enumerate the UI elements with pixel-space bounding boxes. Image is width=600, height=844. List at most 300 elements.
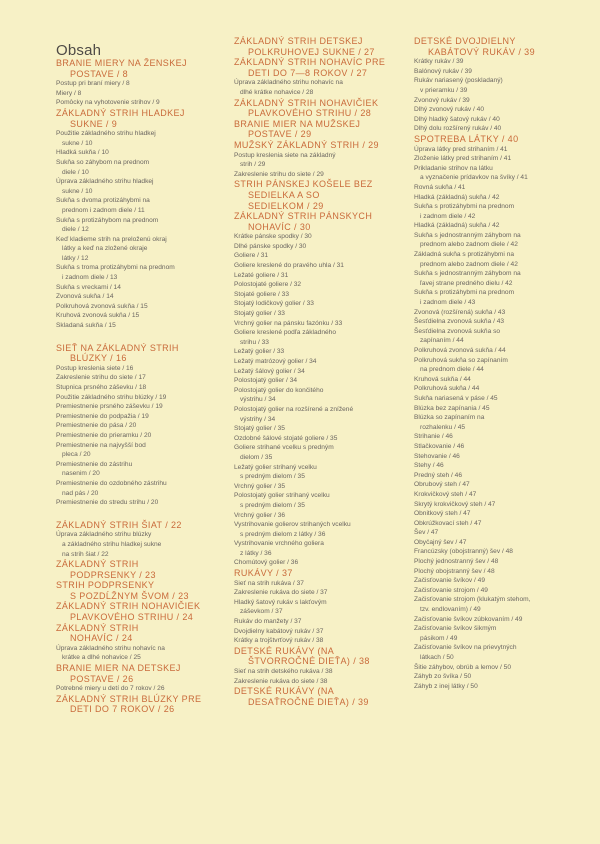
toc-line: Rukáv nariasený (poskladaný) (414, 77, 503, 85)
toc-line: Sukňa nariasená v páse / 45 (414, 394, 498, 402)
toc-line: POSTAVE / 29 (248, 129, 312, 140)
toc-entry (414, 124, 584, 134)
toc-entry (56, 302, 224, 312)
toc-line: PODPRSENKY / 23 (70, 569, 156, 580)
toc-line: krátke a dlhé nohavice / 25 (62, 654, 141, 662)
toc-line: ZÁKLADNÝ STRIH (56, 622, 139, 633)
toc-entry (56, 479, 224, 498)
toc-entry (56, 441, 224, 460)
toc-line: Strihanie / 46 (414, 433, 453, 441)
toc-section-heading (234, 179, 410, 211)
toc-entry (56, 158, 224, 177)
toc-entry (414, 384, 584, 394)
toc-line: SUKNE / 9 (70, 118, 118, 129)
toc-entry (414, 375, 584, 385)
toc-line: Sukňa so záhybom na prednom (56, 158, 150, 166)
toc-line: Polkruhová zvonová sukňa / 15 (56, 302, 148, 310)
toc-line: POLKRUHOVEJ SUKNE / 27 (248, 46, 375, 57)
toc-entry (234, 677, 410, 687)
toc-entry (56, 196, 224, 215)
toc-line: na strih šiat / 22 (62, 550, 109, 558)
toc-entry (234, 328, 410, 347)
toc-line: látky / 12 (62, 254, 89, 262)
toc-line: Sukňa s protizáhybom na prednom (56, 216, 159, 224)
toc-entry (56, 216, 224, 235)
toc-line: Stupnica prsného záševku / 18 (56, 384, 147, 391)
toc-entry (414, 490, 584, 500)
toc-entry (56, 235, 224, 264)
toc-line: DESAŤROČNÉ DIEŤA) / 39 (248, 696, 369, 707)
toc-entry (234, 588, 410, 598)
toc-entry (56, 460, 224, 479)
toc-line: Začisťovanie švíkov na prievytných (414, 644, 517, 652)
toc-entry (234, 386, 410, 405)
toc-line: Premiestnenie na najvyšší bod (56, 441, 146, 449)
toc-line: Zvonová (rozšírená) sukňa / 43 (414, 308, 506, 316)
toc-entry (414, 154, 584, 164)
toc-line: Polkruhová sukňa / 44 (414, 385, 480, 393)
toc-entry (414, 413, 584, 432)
toc-line: Začisťovanie švíkov zúbkovaním / 49 (414, 615, 523, 623)
toc-line: Obrubový steh / 47 (414, 481, 470, 489)
toc-entry (234, 170, 410, 180)
toc-line: ZÁKLADNÝ STRIH NOHAVIČIEK (234, 97, 379, 108)
toc-entry (234, 357, 410, 367)
toc-line: POSTAVE / 26 (70, 673, 134, 684)
toc-line: BRANIE MIER NA MUŽSKEJ (234, 118, 361, 129)
toc-line: Rukáv do manžety / 37 (234, 618, 302, 626)
toc-line: Balónový rukáv / 39 (414, 67, 472, 75)
toc-section-heading (56, 694, 224, 715)
toc-line: Zakreslenie rukáva do siete / 38 (234, 677, 328, 685)
toc-entry (414, 76, 584, 95)
toc-line: Hladký šatový rukáv s lakťovým (234, 598, 327, 606)
toc-line: NOHAVÍC / 30 (248, 221, 311, 232)
toc-entry (414, 432, 584, 442)
toc-line: Potrebné miery u detí do 7 rokov / 26 (56, 685, 165, 693)
toc-line: nad pás / 20 (62, 489, 99, 497)
toc-line: STRIH PODPRSENKY (56, 580, 155, 591)
toc-line: Použitie základného strihu hladkej (56, 130, 156, 138)
toc-line: Hladká (základná) sukňa / 42 (414, 193, 500, 201)
toc-entry (234, 424, 410, 434)
toc-line: RUKÁVY / 37 (234, 568, 293, 579)
toc-line: z látky / 36 (240, 549, 272, 557)
toc-section-heading (56, 58, 224, 79)
toc-line: zapínaním / 44 (420, 337, 464, 345)
toc-line: i zadnom diele / 43 (420, 299, 476, 307)
toc-section-heading (234, 98, 410, 119)
toc-entry (56, 684, 224, 694)
toc-entry (414, 595, 584, 614)
toc-entry (234, 539, 410, 558)
toc-entry (234, 261, 410, 271)
toc-line: Polostojatý golier strihaný vcelku (234, 492, 330, 500)
toc-line: Obkrúžkovací steh / 47 (414, 519, 482, 527)
toc-entry (414, 57, 584, 67)
toc-line: Vrchný golier / 36 (234, 511, 286, 519)
toc-line: Postup kreslenia siete / 16 (56, 364, 134, 372)
toc-entry (414, 624, 584, 643)
toc-entry (234, 598, 410, 617)
toc-entry (234, 319, 410, 329)
toc-line: ľavej strane predného dielu / 42 (420, 279, 513, 287)
toc-section-heading (56, 580, 224, 601)
toc-line: Hladká sukňa / 10 (56, 149, 109, 157)
toc-line: s predným dielom / 35 (240, 473, 305, 481)
toc-line: Keď kladieme strih na preloženú okraj (56, 235, 167, 243)
toc-line: na prednom diele / 44 (420, 366, 484, 374)
toc-line: Sukňa s jednostranným záhybom na (414, 231, 521, 239)
toc-line: Sukňa s protizáhybmi na prednom (414, 203, 515, 211)
toc-entry (56, 98, 224, 108)
toc-entry (414, 404, 584, 414)
toc-line: Úprava látky pred strihaním / 41 (414, 145, 508, 153)
toc-line: Sieť na strih rukáva / 37 (234, 579, 304, 587)
toc-line: Francúzsky (obojstranný) šev / 48 (414, 548, 513, 556)
toc-line: DETI DO 7—8 ROKOV / 27 (248, 67, 368, 78)
toc-entry (56, 321, 224, 331)
toc-section-heading (56, 601, 224, 622)
toc-line: Sukňa s dvoma protizáhybmi na (56, 197, 150, 205)
toc-line: ZÁKLADNÝ STRIH DETSKEJ (234, 36, 363, 46)
toc-line: Zakreslenie rukáva do siete / 37 (234, 589, 328, 597)
toc-line: Premiestnenie do pása / 20 (56, 422, 137, 430)
toc-line: látky a keď na zložené okraje (62, 245, 148, 253)
toc-entry (234, 299, 410, 309)
toc-entry (56, 412, 224, 422)
toc-line: Premiestnenie do stredu strihu / 20 (56, 499, 159, 507)
toc-line: výstrihy / 34 (240, 415, 276, 423)
toc-line: tzv. endlovaním) / 49 (420, 606, 481, 614)
toc-entry (414, 519, 584, 529)
toc-line: Chomútový golier / 36 (234, 559, 299, 567)
toc-entry (414, 164, 584, 183)
toc-line: Kruhová sukňa / 44 (414, 375, 471, 383)
toc-entry (56, 373, 224, 383)
toc-line: prednom alebo zadnom diele / 42 (420, 260, 518, 268)
toc-line: a základného strihu hladkej sukne (62, 540, 162, 548)
toc-line: Plochý jednostranný šev / 48 (414, 558, 499, 566)
toc-entry (414, 105, 584, 115)
toc-line: NOHAVÍC / 24 (70, 633, 133, 644)
toc-line: Ozdobné šálové stojaté goliere / 35 (234, 434, 338, 442)
toc-line: a vyznačenie prídavkov na švíky / 41 (420, 174, 528, 182)
toc-line: DETSKÉ RUKÁVY (NA (234, 686, 335, 697)
toc-line: Blúzka so zapínaním na (414, 414, 485, 422)
toc-entry (414, 250, 584, 269)
toc-line: Stojatý golier / 33 (234, 310, 285, 318)
toc-line: Šesťdielna zvonová sukňa so (414, 327, 501, 335)
toc-line: Skrytý krokvičkový steh / 47 (414, 500, 496, 508)
toc-line: ZÁKLADNÝ STRIH NOHAVÍC PRE (234, 57, 386, 68)
toc-entry (414, 452, 584, 462)
toc-entry (414, 672, 584, 682)
toc-line: Goliere / 31 (234, 252, 269, 260)
toc-line: SIEŤ NA ZÁKLADNÝ STRIH (56, 342, 179, 353)
toc-entry (56, 393, 224, 403)
toc-line: Šitie záhybov, obrúb a lemov / 50 (414, 663, 512, 671)
toc-line: Záhyb zo švíka / 50 (414, 673, 472, 681)
toc-line: SPOTREBA LÁTKY / 40 (414, 133, 519, 144)
toc-line: záševkom / 37 (240, 608, 283, 616)
toc-line: Použitie základného strihu blúzky / 19 (56, 393, 167, 401)
toc-section-heading (234, 36, 410, 57)
toc-line: PLAVKOVÉHO STRIHU / 28 (248, 108, 372, 119)
toc-entry (56, 364, 224, 374)
toc-line: Kruhová zvonová sukňa / 15 (56, 312, 140, 320)
toc-line: SEDIELKOM / 29 (248, 200, 324, 211)
toc-line: nasenim / 20 (62, 470, 100, 478)
toc-entry (234, 78, 410, 97)
toc-line: Plochý obojstranný šev / 48 (414, 567, 495, 575)
toc-line: ZÁKLADNÝ STRIH HLADKEJ (56, 107, 185, 118)
toc-line: Stojatý lodičkový golier / 33 (234, 300, 314, 308)
toc-line: SEDIELKA A SO (248, 189, 320, 200)
toc-line: Šesťdielna zvonová sukňa / 43 (414, 318, 505, 326)
toc-line: Vystrihovanie golierov strihaných vcelku (234, 521, 351, 529)
toc-line: Stehy / 46 (414, 462, 444, 470)
toc-section-heading (234, 140, 410, 151)
toc-line: i zadnom diele / 13 (62, 274, 118, 282)
toc-entry (414, 346, 584, 356)
toc-line: prednom i zadnom diele / 11 (62, 206, 145, 214)
toc-entry (234, 367, 410, 377)
toc-line: MUŽSKÝ ZÁKLADNÝ STRIH / 29 (234, 139, 379, 150)
toc-entry (234, 579, 410, 589)
toc-line: strih / 29 (240, 161, 266, 169)
toc-line: ZÁKLADNÝ STRIH NOHAVIČIEK (56, 601, 201, 612)
toc-entry (414, 308, 584, 318)
toc-column-1 (56, 58, 224, 715)
toc-entry (56, 421, 224, 431)
toc-line: Zakreslenie strihu do siete / 17 (56, 374, 146, 382)
toc-line: Začisťovanie švíkov / 49 (414, 577, 486, 585)
toc-line: strihu / 33 (240, 338, 269, 346)
toc-line: Goliere kreslené do pravého uhla / 31 (234, 262, 344, 270)
toc-line: Základná sukňa s protizáhybmi na (414, 251, 515, 259)
toc-line: ZÁKLADNÝ STRIH ŠIAT / 22 (56, 519, 182, 530)
toc-line: Sieť na strih detského rukáva / 38 (234, 668, 333, 675)
toc-entry (56, 292, 224, 302)
toc-line: Začisťovanie strojom (klukatým stehom, (414, 596, 531, 604)
toc-line: prednom alebo zadnom diele / 42 (420, 241, 518, 249)
toc-entry (414, 394, 584, 404)
toc-line: Záhyb z inej látky / 50 (414, 682, 478, 690)
toc-line: Polostojaté goliere / 32 (234, 281, 302, 289)
toc-line: pleca / 20 (62, 451, 91, 459)
toc-line: Krokvičkový steh / 47 (414, 490, 477, 498)
toc-line: Ležatý golier strihaný vcelku (234, 463, 317, 471)
toc-entry (414, 193, 584, 203)
toc-line: Dlhý hladký šatový rukáv / 40 (414, 115, 500, 123)
toc-entry (234, 627, 410, 637)
toc-line: Polostojatý golier do končitého (234, 386, 324, 394)
toc-line: Sukňa s troma protizáhybmi na prednom (56, 264, 175, 272)
toc-line: Dlhý zvonový rukáv / 40 (414, 106, 484, 114)
toc-entry (234, 636, 410, 646)
toc-line: Ležaté goliere / 31 (234, 271, 289, 279)
toc-line: Postup kreslenia siete na základný (234, 151, 336, 159)
toc-line: Premiestnenie do prieramku / 20 (56, 431, 152, 439)
toc-entry (56, 177, 224, 196)
toc-line: i zadnom diele / 42 (420, 212, 476, 220)
toc-section-heading (56, 623, 224, 644)
toc-line: Premiestnenie do zástrihu (56, 460, 133, 468)
toc-line: BRANIE MIERY NA ŽENSKEJ (56, 58, 187, 68)
toc-line: DETSKÉ DVOJDIELNY (414, 36, 516, 46)
toc-line: Dlhý dolu rozšírený rukáv / 40 (414, 125, 502, 133)
toc-entry (414, 576, 584, 586)
toc-section-heading (414, 134, 584, 145)
toc-section-heading (56, 663, 224, 684)
toc-line: Úprava základného strihu hladkej (56, 178, 154, 186)
toc-entry (234, 309, 410, 319)
toc-line: diele / 10 (62, 168, 89, 176)
toc-line: Premiestnenie do podpažia / 19 (56, 412, 149, 420)
toc-section-heading (56, 559, 224, 580)
toc-line: Dlhé pánske spodky / 30 (234, 242, 307, 250)
toc-line: DETI DO 7 ROKOV / 26 (70, 704, 175, 715)
toc-entry (234, 251, 410, 261)
toc-line: Stojatý golier / 35 (234, 425, 285, 433)
toc-entry (414, 145, 584, 155)
toc-entry (56, 89, 224, 99)
toc-entry (56, 498, 224, 508)
toc-entry (414, 663, 584, 673)
toc-line: sukne / 10 (62, 187, 93, 195)
toc-line: Goliere strihané vcelku s predným (234, 444, 334, 452)
toc-entry (414, 115, 584, 125)
toc-line: ZÁKLADNÝ STRIH BLÚZKY PRE (56, 693, 202, 704)
toc-entry (234, 232, 410, 242)
toc-line: Stojaté goliere / 33 (234, 290, 289, 298)
toc-entry (414, 183, 584, 193)
toc-entry (234, 617, 410, 627)
toc-line: Postup pri braní miery / 8 (56, 80, 130, 88)
toc-column-2 (234, 36, 410, 707)
toc-entry (414, 96, 584, 106)
toc-entry (56, 402, 224, 412)
page-title: Obsah (56, 42, 102, 59)
toc-line: Zvonový rukáv / 39 (414, 96, 470, 104)
toc-line: výstrihu / 34 (240, 396, 276, 404)
toc-line: Vrchný golier / 35 (234, 482, 286, 490)
toc-section-heading (414, 36, 584, 57)
toc-line: Skladaná sukňa / 15 (56, 322, 116, 330)
toc-entry (414, 586, 584, 596)
toc-entry (234, 511, 410, 521)
toc-line: dielom / 35 (240, 453, 273, 461)
toc-entry (56, 644, 224, 663)
toc-entry (414, 327, 584, 346)
toc-entry (234, 434, 410, 444)
toc-line: rozhalenku / 45 (420, 423, 466, 431)
toc-entry (234, 290, 410, 300)
toc-section-heading (234, 568, 410, 579)
toc-entry (56, 530, 224, 559)
toc-line: Šev / 47 (414, 529, 439, 537)
toc-entry (234, 491, 410, 510)
toc-entry (234, 520, 410, 539)
toc-section-heading (56, 343, 224, 364)
toc-line: Polkruhová zvonová sukňa / 44 (414, 347, 506, 354)
toc-entry (414, 461, 584, 471)
toc-line: Sukňa s protizáhybmi na prednom (414, 289, 515, 297)
toc-entry (56, 383, 224, 393)
toc-line: ZÁKLADNÝ STRIH PÁNSKYCH (234, 211, 373, 222)
toc-line: Polostojatý golier / 34 (234, 377, 298, 385)
toc-entry (234, 405, 410, 424)
toc-entry (414, 643, 584, 662)
toc-section-heading (56, 520, 224, 531)
toc-line: Pomôcky na vyhotovenie strihov / 9 (56, 99, 160, 107)
toc-section-heading (234, 646, 410, 667)
toc-entry (414, 547, 584, 557)
toc-entry (414, 682, 584, 692)
toc-line: PLAVKOVÉHO STRIHU / 24 (70, 612, 194, 623)
toc-entry (414, 509, 584, 519)
toc-line: STRIH PÁNSKEJ KOŠELE BEZ (234, 179, 373, 190)
toc-line: Premiestnenie prsného záševku / 19 (56, 403, 163, 411)
toc-line: s predným dielom z látky / 36 (240, 530, 326, 538)
toc-line: Goliere kreslené podľa základného (234, 329, 336, 337)
toc-line: Polkruhová sukňa so zapínaním (414, 356, 508, 364)
toc-line: Miery / 8 (56, 89, 82, 97)
toc-section-heading (234, 119, 410, 140)
toc-entry (56, 148, 224, 158)
toc-line: ZÁKLADNÝ STRIH (56, 559, 139, 570)
toc-entry (56, 79, 224, 89)
toc-entry (414, 471, 584, 481)
toc-line: Úprava základného strihu nohavíc na (234, 79, 343, 87)
toc-line: Blúzka bez zapínania / 45 (414, 404, 490, 412)
toc-column-3 (414, 36, 584, 691)
toc-line: Predný steh / 46 (414, 471, 463, 479)
toc-line: Sukňa s jednostranným záhybom na (414, 270, 521, 278)
toc-line: Dvojdielny kabátový rukáv / 37 (234, 627, 324, 635)
toc-line: Rovná sukňa / 41 (414, 183, 466, 191)
toc-entry (414, 317, 584, 327)
toc-entry (414, 288, 584, 307)
toc-entry (56, 263, 224, 282)
toc-entry (234, 482, 410, 492)
toc-line: dlhé krátke nohavice / 28 (240, 88, 314, 96)
toc-line: DETSKÉ RUKÁVY (NA (234, 645, 335, 656)
toc-line: Stehovanie / 46 (414, 452, 460, 460)
toc-line: Obyčajný šev / 47 (414, 538, 467, 546)
toc-line: Začisťovanie švíkov šikmým (414, 625, 497, 633)
toc-entry (414, 500, 584, 510)
toc-line: Krátky a trojštvrťový rukáv / 38 (234, 637, 324, 645)
toc-line: ŠTVORROČNÉ DIEŤA) / 38 (248, 656, 370, 667)
toc-line: Vystrihovanie vrchného goliera (234, 540, 324, 548)
toc-line: Prikladanie strihov na látku (414, 164, 493, 172)
toc-entry (414, 480, 584, 490)
toc-line: Krátke pánske spodky / 30 (234, 233, 312, 241)
toc-line: Ležatý matrózový golier / 34 (234, 358, 317, 365)
toc-entry (234, 443, 410, 462)
toc-line: Úprava základného strihu nohavíc na (56, 644, 165, 652)
toc-line: Sukňa s vreckami / 14 (56, 283, 121, 291)
toc-line: Krátky rukáv / 39 (414, 58, 464, 66)
toc-line: látkach / 50 (420, 654, 454, 661)
toc-line: BLÚZKY / 16 (70, 353, 127, 364)
toc-line: Polostojatý golier na rozšírené a znížené (234, 405, 354, 413)
toc-line: Zloženie látky pred strihaním / 41 (414, 155, 512, 163)
toc-entry (56, 431, 224, 441)
toc-line: KABÁTOVÝ RUKÁV / 39 (428, 46, 535, 57)
